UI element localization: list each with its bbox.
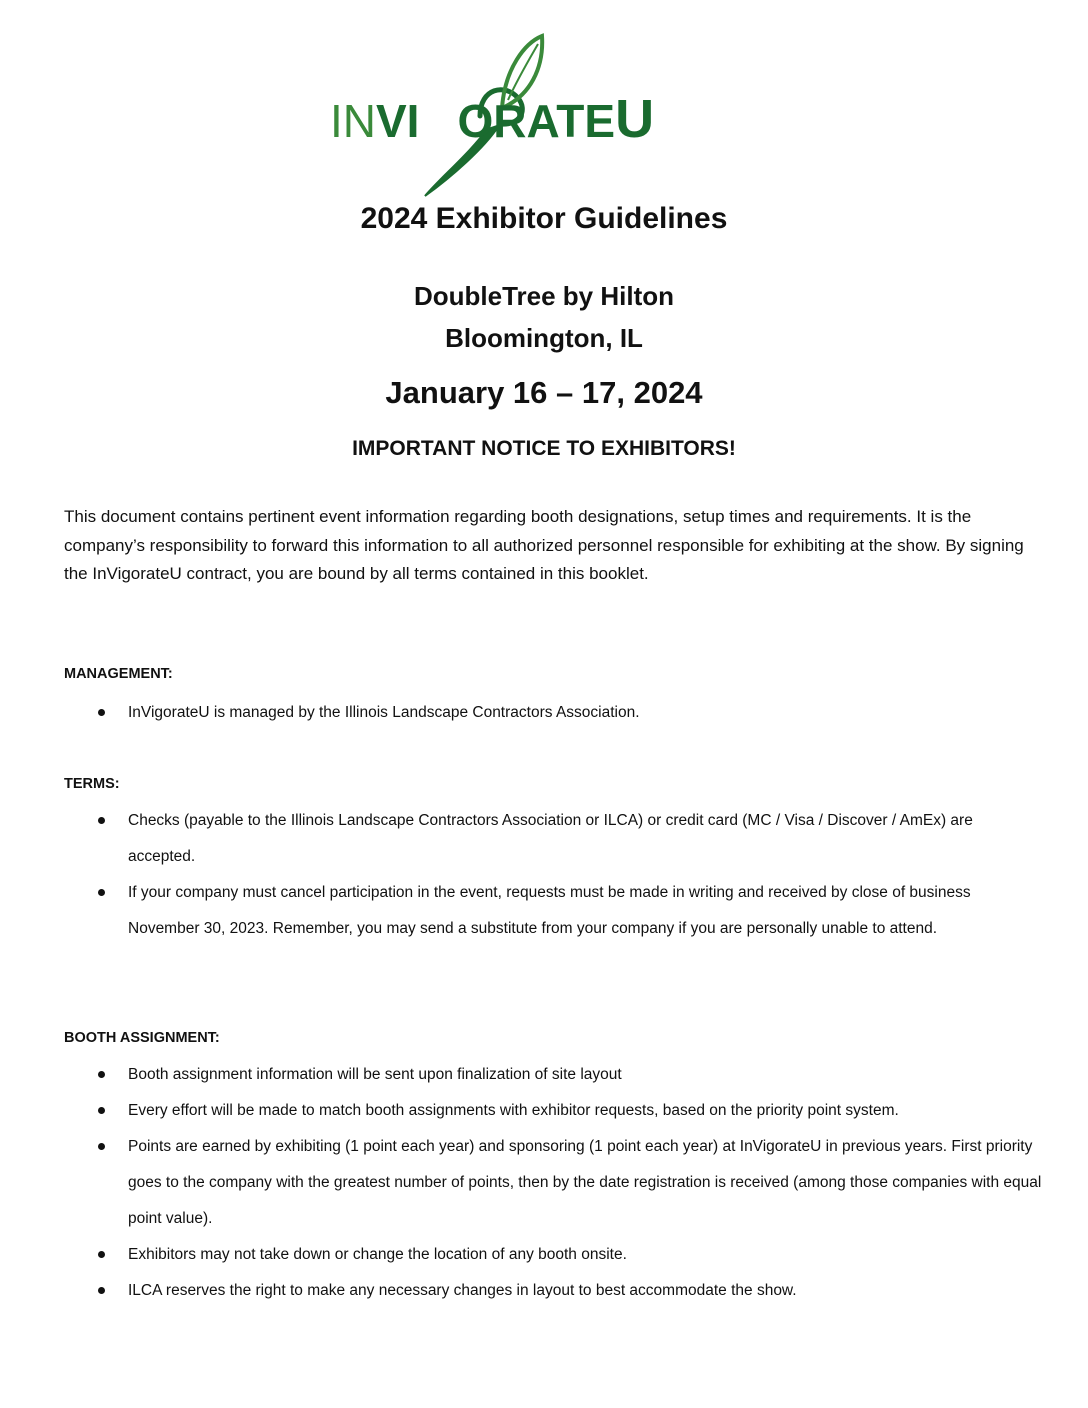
logo-text-u: U [615,89,655,149]
logo-text-vi: VI [376,95,420,147]
list-item: Every effort will be made to match booth assignments with exhibitor requests, based on the priority point system. [64,1093,1044,1129]
terms-heading: TERMS: [64,776,120,792]
booth-assignment-heading: BOOTH ASSIGNMENT: [64,1030,220,1046]
important-notice: IMPORTANT NOTICE TO EXHIBITORS! [352,437,736,460]
management-heading: MANAGEMENT: [64,666,173,682]
booth-assignment-list [64,1057,1044,1309]
list-item: Booth assignment information will be sent upon finalization of site layout [64,1057,1044,1093]
list-item: InVigorateU is managed by the Illinois Landscape Contractors Association. [64,695,1044,731]
intro-paragraph: This document contains pertinent event information regarding booth designations, setup times and requirements. It is the company’s responsibility to forward this information to all authorized personnel responsible for exhibiting at the show. By signing the InVigorateU contract, you are bound by all terms contained in this booklet. [64,507,1024,583]
logo-wordmark [330,88,654,150]
list-item: Points are earned by exhibiting (1 point each year) and sponsoring (1 point each year) at InVigorateU in previous years. First priority goes to the company with the greatest number of points, then by the date registration is received (among those companies with equal point value). [64,1129,1044,1237]
terms-list [64,803,1044,947]
venue-name: DoubleTree by Hilton [413,281,675,311]
logo-text-orate: ORATE [457,95,616,147]
page-title: 2024 Exhibitor Guidelines [360,202,728,235]
invigorateu-logo [330,28,690,203]
list-item: If your company must cancel participation in the event, requests must be made in writing and received by close of business November 30, 2023. Remember, you may send a substitute from your company if you are personally unable to attend. [64,875,1044,947]
event-dates: January 16 – 17, 2024 [385,375,703,410]
list-item: ILCA reserves the right to make any necessary changes in layout to best accommodate the show. [64,1273,1044,1309]
logo-text-in: IN [330,95,376,147]
list-item: Exhibitors may not take down or change the location of any booth onsite. [64,1237,1044,1273]
venue-location: Bloomington, IL [445,323,643,353]
management-list [64,695,1044,731]
list-item: Checks (payable to the Illinois Landscape Contractors Association or ILCA) or credit card (MC / Visa / Discover / AmEx) are accepted. [64,803,1044,875]
venue-block [0,275,1088,359]
